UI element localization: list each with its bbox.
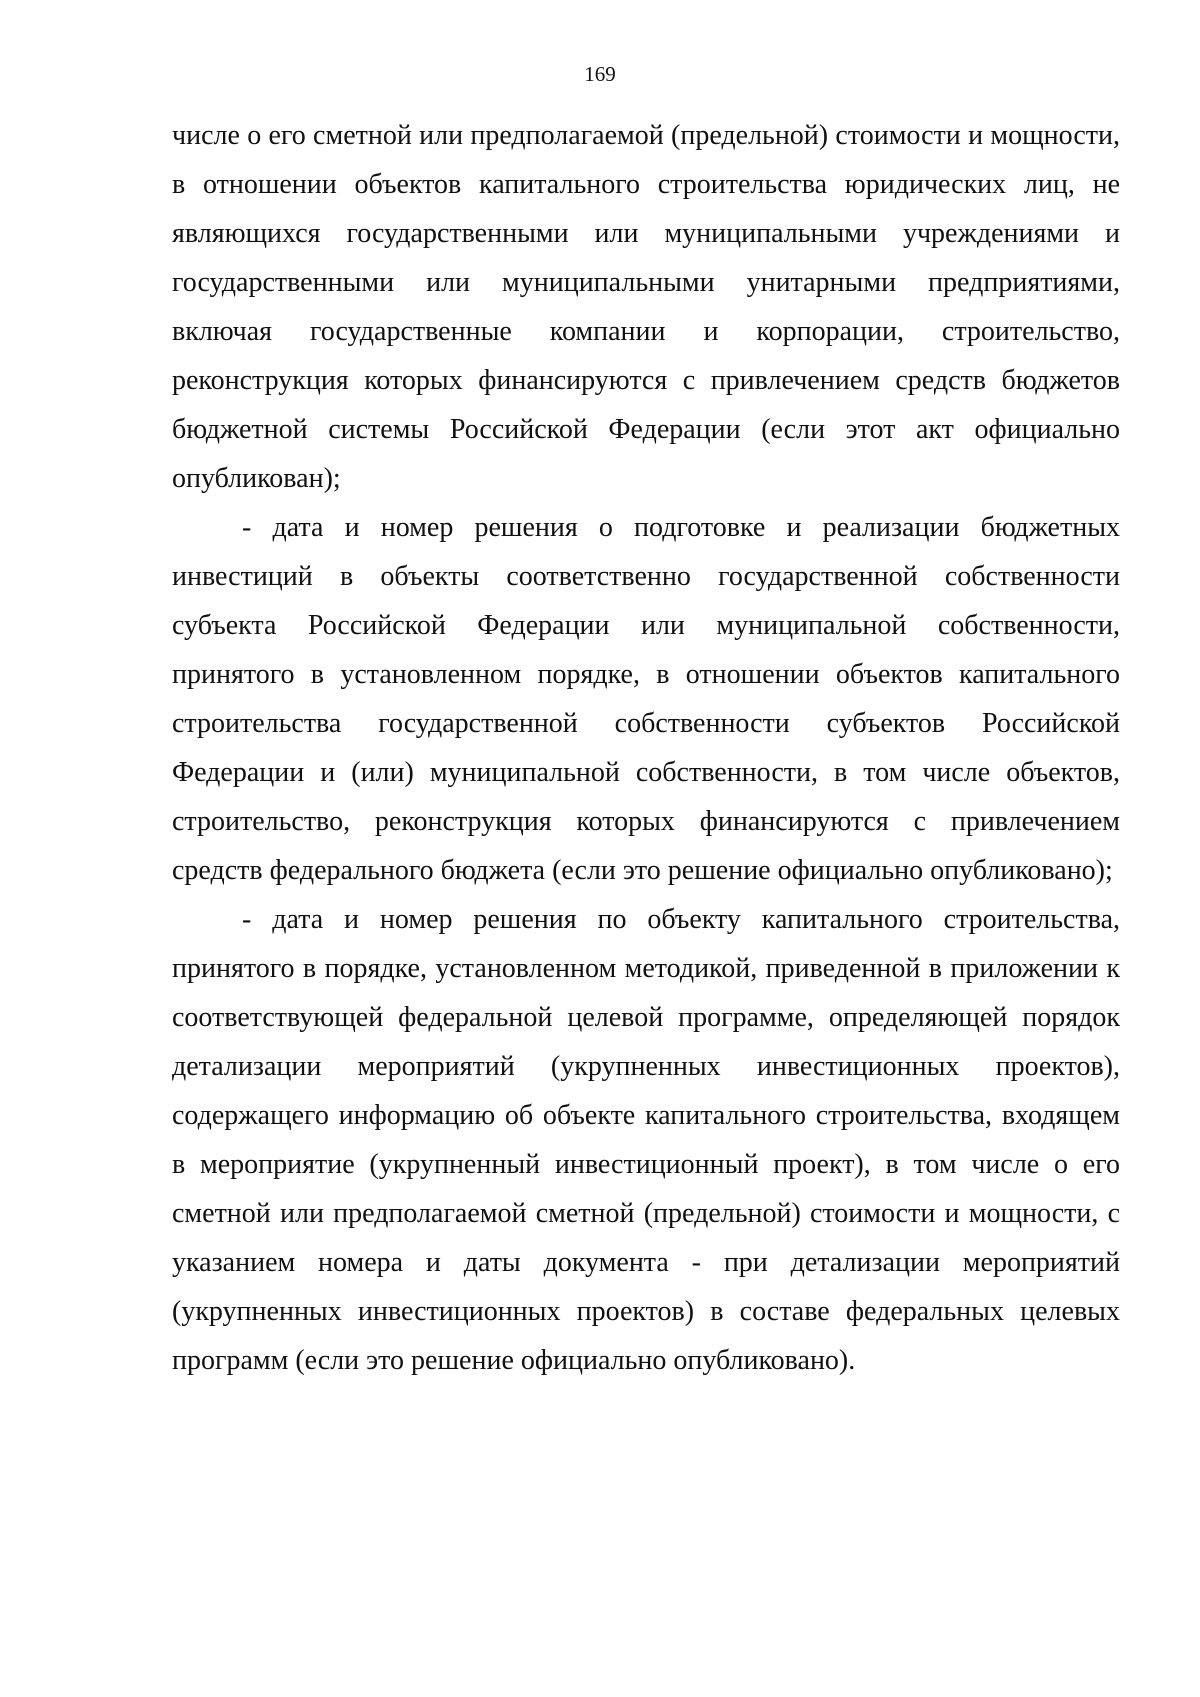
page-number: 169 (584, 62, 616, 86)
paragraph-list-item: - дата и номер решения о подготовке и реализации бюджетных инвестиций в объекты соответственно государственной собственности субъекта Российской Федерации или муниципальной собственности, принятого в установленном порядке, в отношении объектов капитального строительства государственной собственности субъектов Российской Федерации и (или) муниципальной собственности, в том числе объектов, строительство, реконструкция которых финансируются с привлечением средств федерального бюджета (если это решение официально опубликовано); (172, 512, 1120, 886)
paragraph-continuation: числе о его сметной или предполагаемой (предельной) стоимости и мощности, в отношении объектов капитального строительства юридических лиц, не являющихся государственными или муниципальными учреждениями и государственными или муниципальными унитарными предприятиями, включая государственные компании и корпорации, строительство, реконструкция которых финансируются с привлечением средств бюджетов бюджетной системы Российской Федерации (если этот акт официально опубликован); (172, 120, 1120, 494)
document-body (172, 111, 1120, 1385)
paragraph-list-item: - дата и номер решения по объекту капитального строительства, принятого в порядке, установленном методикой, приведенной в приложении к соответствующей федеральной целевой программе, определяющей порядок детализации мероприятий (укрупненных инвестиционных проектов), содержащего информацию об объекте капитального строительства, входящем в мероприятие (укрупненный инвестиционный проект), в том числе о его сметной или предполагаемой сметной (предельной) стоимости и мощности, с указанием номера и даты документа - при детализации мероприятий (укрупненных инвестиционных проектов) в составе федеральных целевых программ (если это решение официально опубликовано). (172, 904, 1120, 1376)
